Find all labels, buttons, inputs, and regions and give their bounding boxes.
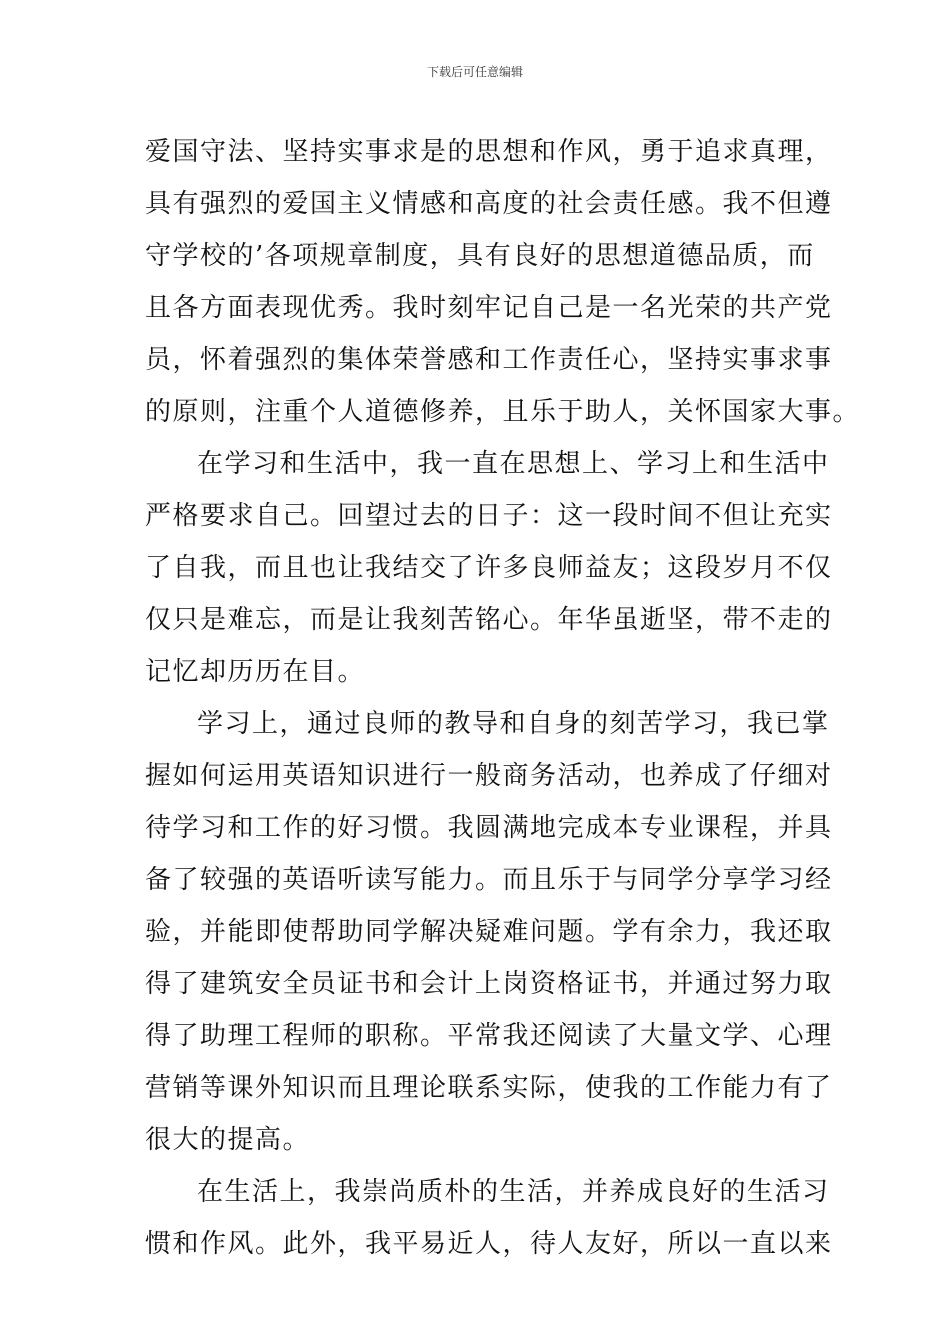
text-line: 惯和作风。此外，我平易近人，待人友好，所以一直以来 bbox=[145, 1229, 833, 1259]
text-line: 的原则，注重个人道德修养，且乐于助人，关怀国家大事。 bbox=[145, 397, 861, 427]
text-line: 握如何运用英语知识进行一般商务活动，也养成了仔细对 bbox=[145, 761, 833, 791]
paragraph-first-line: 在生活上，我崇尚质朴的生活，并养成良好的生活习 bbox=[197, 1177, 830, 1207]
text-line: 验，并能即使帮助同学解决疑难问题。学有余力，我还取 bbox=[145, 917, 833, 947]
text-line: 营销等课外知识而且理论联系实际，使我的工作能力有了 bbox=[145, 1073, 833, 1103]
paragraph-first-line: 学习上，通过良师的教导和自身的刻苦学习，我已掌 bbox=[197, 709, 830, 739]
text-line: 守学校的’各项规章制度，具有良好的思想道德品质，而 bbox=[145, 241, 815, 271]
text-line: 员，怀着强烈的集体荣誉感和工作责任心，坚持实事求事 bbox=[145, 345, 833, 375]
text-line: 很大的提高。 bbox=[145, 1125, 311, 1155]
text-line: 得了建筑安全员证书和会计上岗资格证书，并通过努力取 bbox=[145, 969, 833, 999]
text-line: 备了较强的英语听读写能力。而且乐于与同学分享学习经 bbox=[145, 865, 833, 895]
paragraph-first-line: 在学习和生活中，我一直在思想上、学习上和生活中 bbox=[197, 449, 830, 479]
text-line: 待学习和工作的好习惯。我圆满地完成本专业课程，并具 bbox=[145, 813, 833, 843]
text-line: 了自我，而且也让我结交了许多良师益友；这段岁月不仅 bbox=[145, 553, 833, 583]
text-line: 爱国守法、坚持实事求是的思想和作风，勇于追求真理， bbox=[145, 137, 833, 167]
text-line: 具有强烈的爱国主义情感和高度的社会责任感。我不但遵 bbox=[145, 189, 833, 219]
text-line: 仅只是难忘，而是让我刻苦铭心。年华虽逝坚，带不走的 bbox=[145, 605, 833, 635]
page-header: 下载后可任意编辑 bbox=[426, 65, 523, 79]
text-line: 记忆却历历在目。 bbox=[145, 657, 366, 687]
text-line: 严格要求自己。回望过去的日子：这一段时间不但让充实 bbox=[145, 501, 833, 531]
document-body bbox=[145, 126, 861, 1270]
text-line: 且各方面表现优秀。我时刻牢记自己是一名光荣的共产党 bbox=[145, 293, 833, 323]
text-line: 得了助理工程师的职称。平常我还阅读了大量文学、心理 bbox=[145, 1021, 833, 1051]
